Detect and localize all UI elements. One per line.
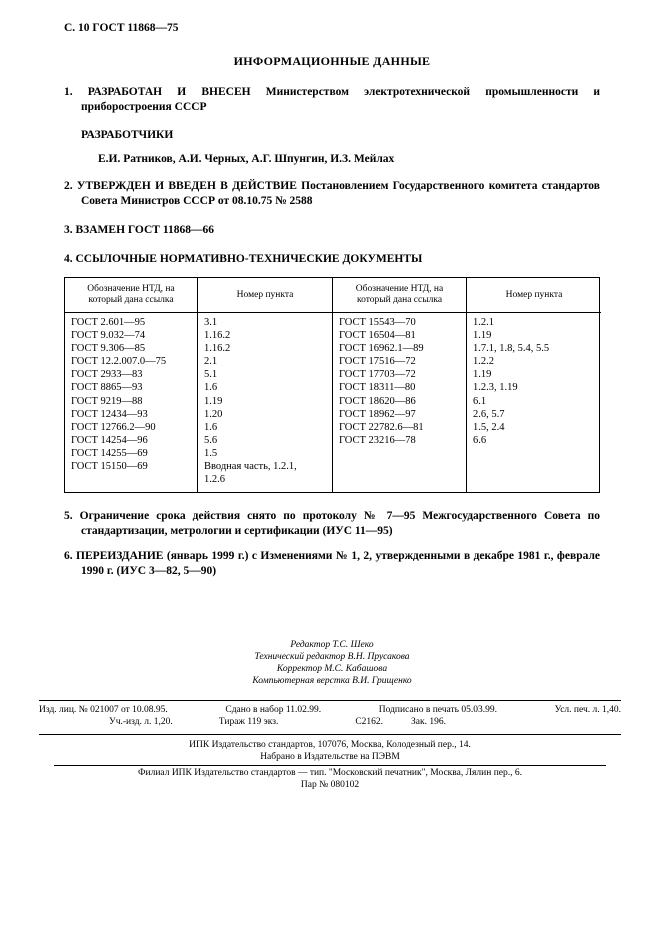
gost-designation: ГОСТ 8865—93 (71, 382, 143, 394)
developers-heading: РАЗРАБОТЧИКИ (81, 129, 174, 141)
imprint-license: Изд. лиц. № 021007 от 10.08.95. (39, 705, 168, 716)
clause-number: 1.20 (204, 408, 223, 420)
gost-designation: ГОСТ 18620—86 (339, 395, 416, 407)
clause-number: 1.7.1, 1.8, 5.4, 5.5 (473, 343, 550, 355)
table-header-ntd-right: Обозначение НТД, на который дана ссылка (333, 278, 467, 313)
gost-designation: ГОСТ 23216—78 (339, 434, 416, 446)
section-item-5: 5. Ограничение срока действия снято по протоколу № 7—95 Межгосударственного Совета по стандартизации, метрологии и сертификации (ИУС 11—95) (64, 510, 600, 538)
section-item-1: 1. РАЗРАБОТАН И ВНЕСЕН Министерством электротехнической промышленности и приборостроения СССР (64, 86, 600, 113)
imprint-pub-sheets: Уч.-изд. л. 1,20. (109, 717, 173, 728)
imprint-typeset-date: Сдано в набор 11.02.99. (225, 705, 322, 716)
gost-designation: ГОСТ 16504—81 (339, 330, 416, 342)
gost-designation: ГОСТ 14254—96 (71, 434, 148, 446)
table-column-num-left (198, 313, 333, 492)
divider-rule-middle (39, 734, 621, 735)
clause-number: 5.6 (204, 434, 218, 446)
clause-number: 2.1 (204, 356, 218, 368)
table-column-gost-left (65, 313, 198, 492)
references-table (64, 277, 600, 493)
divider-rule-top (39, 700, 621, 701)
gost-designation: ГОСТ 2933—83 (71, 369, 143, 381)
clause-number: 1.2.3, 1.19 (473, 382, 518, 394)
clause-number: 2.6, 5.7 (473, 408, 505, 420)
imprint-press-sheets: Усл. печ. л. 1,40. (554, 705, 621, 716)
imprint-line-2 (39, 717, 621, 727)
gost-designation: ГОСТ 15543—70 (339, 317, 416, 328)
gost-designation: ГОСТ 12434—93 (71, 408, 148, 420)
gost-designation: ГОСТ 17703—72 (339, 369, 416, 381)
table-header-num-left: Номер пункта (198, 278, 333, 313)
gost-designation: ГОСТ 15150—69 (71, 461, 148, 473)
colophon-editor-line: Корректор М.С. Кабашова (276, 664, 388, 675)
colophon-editors (64, 639, 600, 687)
gost-designation: ГОСТ 12766.2—90 (71, 421, 156, 433)
imprint-order: Зак. 196. (411, 717, 447, 728)
clause-number: 1.16.2 (204, 330, 231, 342)
clause-number: 1.19 (204, 395, 223, 407)
section-item-3: 3. ВЗАМЕН ГОСТ 11868—66 (64, 224, 214, 236)
section-item-6: 6. ПЕРЕИЗДАНИЕ (январь 1999 г.) с Изменениями № 1, 2, утвержденными в декабре 1981 г., феврале 1990 г. (ИУС 3—82, 5—90) (64, 550, 600, 578)
clause-number: 1.2.1 (473, 317, 494, 328)
gost-designation: ГОСТ 9.306—85 (71, 343, 146, 355)
clause-number: 1.19 (473, 369, 492, 381)
table-column-num-right (467, 313, 601, 492)
clause-number: 6.6 (473, 434, 487, 446)
imprint-line-1 (39, 705, 621, 715)
developers-names: Е.И. Ратников, А.И. Черных, А.Г. Шпунгин, И.З. Мейлах (98, 153, 395, 165)
gost-designation: ГОСТ 18311—80 (339, 382, 416, 394)
gost-designation: ГОСТ 14255—69 (71, 447, 148, 459)
clause-number: 1.5, 2.4 (473, 421, 505, 433)
gost-designation: ГОСТ 22782.6—81 (339, 421, 424, 433)
gost-designation: ГОСТ 12.2.007.0—75 (71, 356, 167, 368)
publisher-address: ИПК Издательство стандартов, 107076, Москва, Колодезный пер., 14. (189, 740, 471, 751)
gost-designation: ГОСТ 17516—72 (339, 356, 416, 368)
clause-number: 1.19 (473, 330, 492, 342)
page-header: С. 10 ГОСТ 11868—75 (64, 22, 179, 34)
imprint-circulation: Тираж 119 экз. (218, 717, 279, 728)
clause-number: 3.1 (204, 317, 218, 328)
gost-designation: ГОСТ 9.032—74 (71, 330, 146, 342)
clause-number: 1.6 (204, 421, 218, 433)
gost-designation: ГОСТ 2.601—95 (71, 317, 146, 328)
clause-number: 1.6 (204, 382, 218, 394)
clause-number: 5.1 (204, 369, 218, 381)
table-header-num-right: Номер пункта (467, 278, 601, 313)
divider-rule-bottom (54, 765, 606, 766)
clause-number: 1.5 (204, 447, 218, 459)
colophon-editor-line: Технический редактор В.Н. Прусакова (254, 652, 410, 663)
publisher-typeset-note: Набрано в Издательстве на ПЭВМ (260, 751, 400, 762)
clause-number: 1.2.2 (473, 356, 494, 368)
document-title: ИНФОРМАЦИОННЫЕ ДАННЫЕ (233, 54, 431, 68)
clause-number: 1.16.2 (204, 343, 231, 355)
gost-designation: ГОСТ 9219—88 (71, 395, 143, 407)
table-header-ntd-left: Обозначение НТД, на который дана ссылка (65, 278, 198, 313)
colophon-editor-line: Компьютерная верстка В.И. Грищенко (252, 676, 412, 687)
imprint-code: С2162. (355, 717, 384, 728)
section-item-2: 2. УТВЕРЖДЕН И ВВЕДЕН В ДЕЙСТВИЕ Постановлением Государственного комитета стандартов Совета Министров СССР от 08.10.75 № 2588 (64, 180, 600, 207)
publisher-license-number: Пар № 080102 (300, 779, 360, 790)
gost-designation: ГОСТ 16962.1—89 (339, 343, 424, 355)
publisher-branch: Филиал ИПК Издательство стандартов — тип. "Московский печатник", Москва, Лялин пер., 6. (137, 768, 522, 779)
gost-designation: ГОСТ 18962—97 (339, 408, 416, 420)
table-column-gost-right (333, 313, 467, 492)
clause-number: Вводная часть, 1.2.1, 1.2.6 (204, 461, 297, 486)
section-item-4: 4. ССЫЛОЧНЫЕ НОРМАТИВНО-ТЕХНИЧЕСКИЕ ДОКУМЕНТЫ (64, 253, 423, 265)
colophon-editor-line: Редактор Т.С. Шеко (290, 640, 374, 651)
imprint-print-date: Подписано в печать 05.03.99. (378, 705, 498, 716)
clause-number: 6.1 (473, 395, 487, 407)
